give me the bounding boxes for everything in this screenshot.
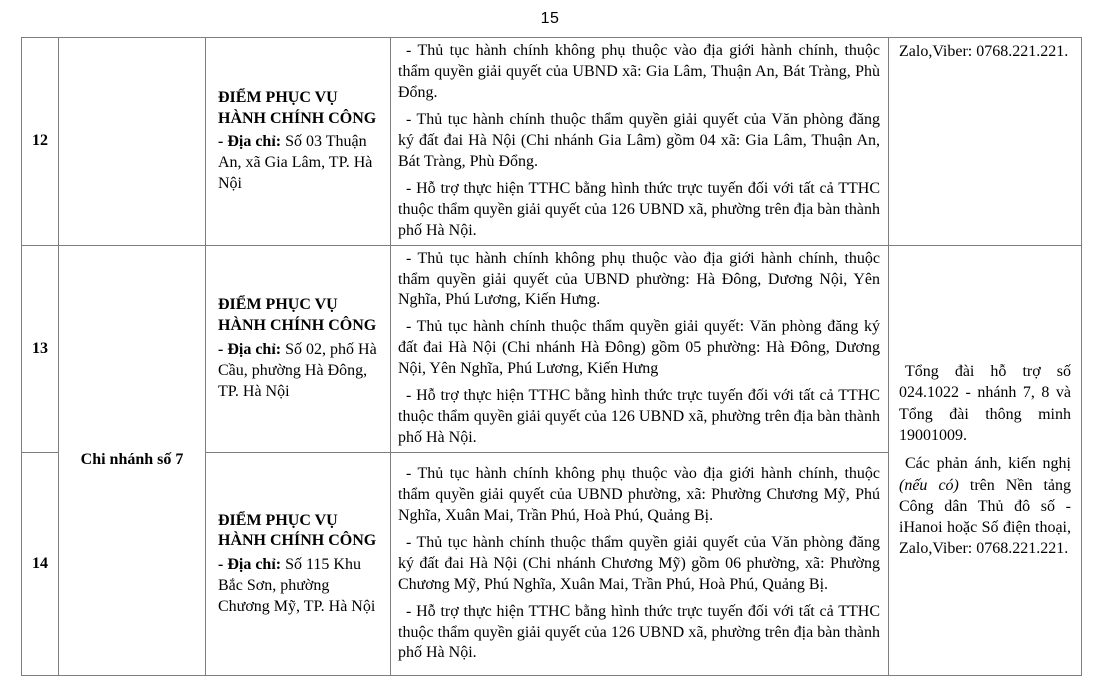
feedback-paragraph xyxy=(899,453,1071,559)
procedure-bullet: - Hỗ trợ thực hiện TTHC bằng hình thức trực tuyến đối với tất cả TTHC thuộc thẩm quyền giải quyết của 126 UBND xã, phường trên địa bàn thành phố Hà Nội. xyxy=(398,179,880,239)
row-number-cell: 12 xyxy=(22,38,59,246)
address-label: - Địa chỉ: xyxy=(218,556,282,574)
service-point-cell xyxy=(206,245,391,453)
procedure-bullet: - Hỗ trợ thực hiện TTHC bằng hình thức trực tuyến đối với tất cả TTHC thuộc thẩm quyền giải quyết của 126 UBND xã, phường trên địa bàn thành phố Hà Nội. xyxy=(398,602,880,662)
procedures-cell xyxy=(391,453,889,676)
procedures-cell xyxy=(391,38,889,246)
branch-cell-empty xyxy=(59,38,206,246)
procedure-bullet: - Thủ tục hành chính thuộc thẩm quyền giải quyết của Văn phòng đăng ký đất đai Hà Nội (Chi nhánh Chương Mỹ) gồm 06 phường, xã: Phường Chương Mỹ, Phú Nghĩa, Xuân Mai, Trần Phú, Hoà Phú, Quảng Bị. xyxy=(398,533,880,593)
contact-cell: Zalo,Viber: 0768.221.221. xyxy=(889,38,1082,246)
procedure-bullet: - Thủ tục hành chính thuộc thẩm quyền giải quyết: Văn phòng đăng ký đất đai Hà Nội (Chi nhánh Hà Đông) gồm 05 phường: Hà Đông, Dương Nội, Yên Nghĩa, Phú Lương, Kiến Hưng xyxy=(398,318,880,378)
page-number: 15 xyxy=(540,10,560,27)
procedure-bullet: - Thủ tục hành chính không phụ thuộc vào địa giới hành chính, thuộc thẩm quyền giải quyết của UBND xã: Gia Lâm, Thuận An, Bát Tràng, Phù Đổng. xyxy=(398,42,880,101)
procedure-bullet: - Thủ tục hành chính không phụ thuộc vào địa giới hành chính, thuộc thẩm quyền giải quyết của UBND phường, xã: Phường Chương Mỹ, Phú Nghĩa, Xuân Mai, Trần Phú, Hoà Phú, Quảng Bị. xyxy=(398,464,880,524)
address-label: - Địa chỉ: xyxy=(218,340,282,358)
procedure-bullet: - Hỗ trợ thực hiện TTHC bằng hình thức trực tuyến đối với tất cả TTHC thuộc thẩm quyền giải quyết của 126 UBND xã, phường trên địa bàn thành phố Hà Nội. xyxy=(398,387,880,447)
hotline-paragraph: Tổng đài hỗ trợ số 024.1022 - nhánh 7, 8 và Tổng đài thông minh 19001009. xyxy=(899,363,1071,444)
service-point-cell xyxy=(206,38,391,246)
service-point-title: ĐIỂM PHỤC VỤ HÀNH CHÍNH CÔNG xyxy=(218,511,377,550)
feedback-text-post: trên Nền tảng Công dân Thủ đô số - iHanoi hoặc Số điện thoại, Zalo,Viber: 0768.221.221. xyxy=(899,476,1071,558)
service-point-address xyxy=(218,340,382,402)
table-row xyxy=(22,38,1082,246)
procedures-cell xyxy=(391,245,889,453)
service-points-table xyxy=(21,37,1082,676)
service-point-address xyxy=(218,555,382,617)
service-point-address xyxy=(218,132,382,194)
feedback-text-italic: (nếu có) xyxy=(899,476,959,494)
hotline-cell xyxy=(889,245,1082,676)
address-text: Số 115 Khu Bắc Sơn, phường Chương Mỹ, TP. Hà Nội xyxy=(218,556,376,615)
address-label: - Địa chỉ: xyxy=(218,133,282,151)
row-number-cell: 14 xyxy=(22,453,59,676)
service-point-title: ĐIỂM PHỤC VỤ HÀNH CHÍNH CÔNG xyxy=(218,88,377,127)
address-text: Số 02, phố Hà Cầu, phường Hà Đông, TP. Hà Nội xyxy=(218,340,377,400)
procedure-bullet: - Thủ tục hành chính thuộc thẩm quyền giải quyết của Văn phòng đăng ký đất đai Hà Nội (Chi nhánh Gia Lâm) gồm 04 xã: Gia Lâm, Thuận An, Bát Tràng, Phù Đổng. xyxy=(398,110,880,170)
branch-cell: Chi nhánh số 7 xyxy=(59,245,206,676)
table-row xyxy=(22,245,1082,453)
service-point-cell xyxy=(206,453,391,676)
row-number-cell: 13 xyxy=(22,245,59,453)
feedback-text-pre: Các phản ánh, kiến nghị xyxy=(905,455,1071,473)
address-text: Số 03 Thuận An, xã Gia Lâm, TP. Hà Nội xyxy=(218,133,373,192)
service-point-title: ĐIỂM PHỤC VỤ HÀNH CHÍNH CÔNG xyxy=(218,296,377,335)
procedure-bullet: - Thủ tục hành chính không phụ thuộc vào địa giới hành chính, thuộc thẩm quyền giải quyết của UBND phường: Hà Đông, Dương Nội, Yên Nghĩa, Phú Lương, Kiến Hưng. xyxy=(398,249,880,309)
